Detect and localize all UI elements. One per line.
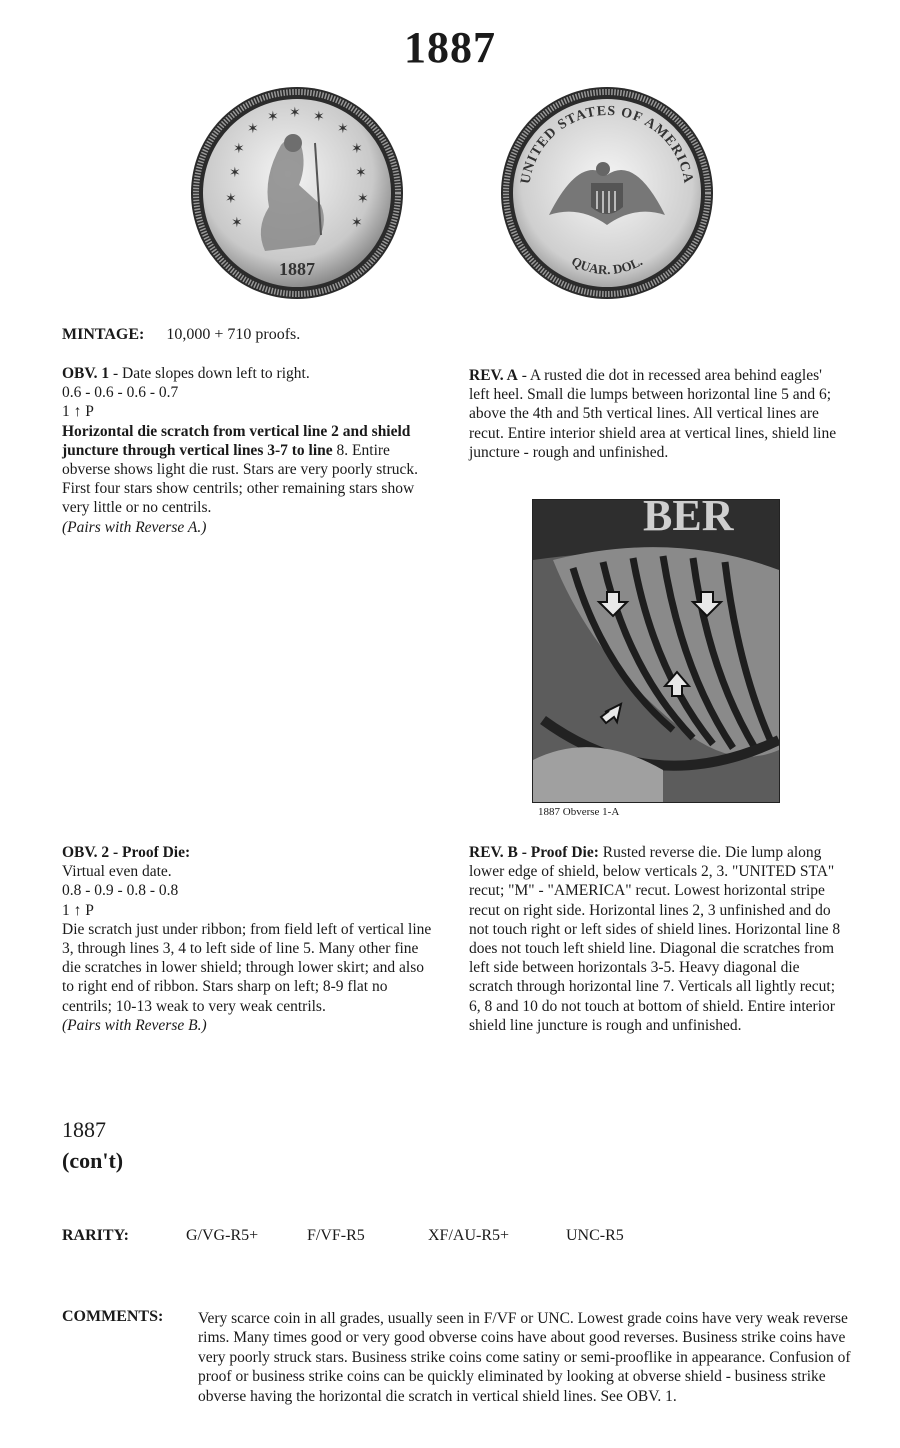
obv1-positions: 0.6 - 0.6 - 0.6 - 0.7 [62,384,179,402]
obverse-2-block [62,843,436,1035]
svg-text:✶: ✶ [289,106,301,121]
coin-date: 1887 [279,259,315,279]
continued-year: 1887 [62,1117,106,1142]
comments-label: COMMENTS: [62,1308,164,1325]
revb-heading: REV. B - Proof Die: [469,844,599,861]
reva-heading: REV. A [469,367,518,384]
coin-denomination: QUAR. DOL. [569,253,645,278]
obverse-coin-image [189,85,405,301]
svg-text:✶: ✶ [229,166,241,181]
shield-closeup-photo [532,499,780,803]
photo-caption: 1887 Obverse 1-A [538,806,620,818]
reverse-coin-image [499,85,715,301]
continued-label: (con't) [62,1148,124,1173]
reverse-b-block [469,843,845,1035]
reva-text: A rusted die dot in recessed area behind eagles' left heel. Small die lumps between horizontal line 5 and 6; above the 4th and 5th vertical lines. All vertical lines are recut. Entire interior shield area at vertical lines, shield line juncture - rough and unfinished. [469,367,837,461]
svg-text:✶: ✶ [233,142,245,157]
rarity-grade: F/VF-R5 [307,1227,365,1244]
svg-text:✶: ✶ [231,216,243,231]
comments-text: Very scarce coin in all grades, usually seen in F/VF or UNC. Lowest grade coins have very weak reverse rims. Many times good or very good obverse coins have about good reverses. Business strike coins have very poorly struck stars. Business strike coins come satiny or semi-prooflike in appearance. Confusion of proof or business strike coins can be quickly eliminated by looking at obverse shield - business strike obverse having the horizontal die scratch in vertical shield lines. See OBV. 1. [198,1310,851,1405]
svg-text:BER: BER [643,499,734,540]
reverse-a-block: REV. A - A rusted die dot in recessed area behind eagles' left heel. Small die lumps between horizontal line 5 and 6; above the 4th and 5th vertical lines. All vertical lines are recut. Entire interior shield area at vertical lines, shield line juncture - rough and unfinished. [469,367,837,461]
svg-text:✶: ✶ [351,216,363,231]
svg-text:✶: ✶ [355,166,367,181]
svg-text:✶: ✶ [337,122,349,137]
mintage-value: 10,000 + 710 proofs. [166,326,301,343]
svg-text:✶: ✶ [313,110,325,125]
revb-text: Rusted reverse die. Die lump along lower edge of shield, below verticals 2, 3. "UNITED STA" recut; "M" - "AMERICA" recut. Lowest horizontal stripe recut on right side. Horizontal lines 2, 3 unfinished and do not touch right or left sides of shield lines. Horizontal line 8 does not touch left shield line. Diagonal die scratches from left side between horizontals 3-5. Heavy diagonal die scratch through horizontal line 7. Verticals all lightly recut; 6, 8 and 10 do not touch at bottom of shield. Entire interior shield line juncture is rough and unfinished. [469,844,841,1034]
svg-text:✶: ✶ [225,192,237,207]
coin-legend: UNITED STATES OF AMERICA [518,103,696,186]
mintage-label: MINTAGE: [62,326,145,343]
obv2-heading: OBV. 2 - Proof Die: [62,844,191,861]
rarity-grade: UNC-R5 [566,1227,624,1244]
obv1-bold-text: Horizontal die scratch from vertical line 2 and shield juncture through vertical lines 3-7 to line [62,422,411,459]
obv1-heading: OBV. 1 [62,365,110,382]
obv1-desc: Date slopes down left to right. [122,365,310,382]
page-title: 1887 [404,23,496,72]
svg-text:✶: ✶ [357,192,369,207]
obverse-1-block: OBV. 1 - Date slopes down left to right. 0.6 - 0.6 - 0.6 - 0.7 1 ↑ P Horizontal die scratch from vertical line 2 and shield juncture through vertical lines 3-7 to line 8. Entire obverse shows light die rust. Stars are very poorly struck. First four stars show centrils; other remaining stars show very little or no centrils. (Pairs with Reverse A.) [62,364,436,537]
rarity-label: RARITY: [62,1227,129,1244]
obv1-marker: 1 ↑ P [62,403,94,421]
obv2-marker: 1 ↑ P [62,901,94,919]
svg-text:✶: ✶ [247,122,259,137]
svg-text:✶: ✶ [267,110,279,125]
rarity-grade: G/VG-R5+ [186,1227,259,1244]
rarity-grade: XF/AU-R5+ [428,1227,510,1244]
obv2-positions: 0.8 - 0.9 - 0.8 - 0.8 [62,882,179,900]
obv2-pairs: (Pairs with Reverse B.) [62,1016,207,1034]
obv1-text: 8. Entire obverse shows light die rust. Stars are very poorly struck. First four stars show centrils; other remaining stars show very little or no centrils. [62,441,419,517]
svg-text:✶: ✶ [351,142,363,157]
obv2-text: Die scratch just under ribbon; from field left of vertical line 3, through lines 3, 4 to left side of line 5. Many other fine die scratches in lower shield; through lower skirt; and also to right end of ribbon. Stars sharp on left; 8-9 flat no centrils; 10-13 weak to very weak centrils. [62,920,432,1015]
obv2-desc: Virtual even date. [62,863,172,881]
obv1-pairs: (Pairs with Reverse A.) [62,518,207,536]
mintage-line [62,326,300,344]
